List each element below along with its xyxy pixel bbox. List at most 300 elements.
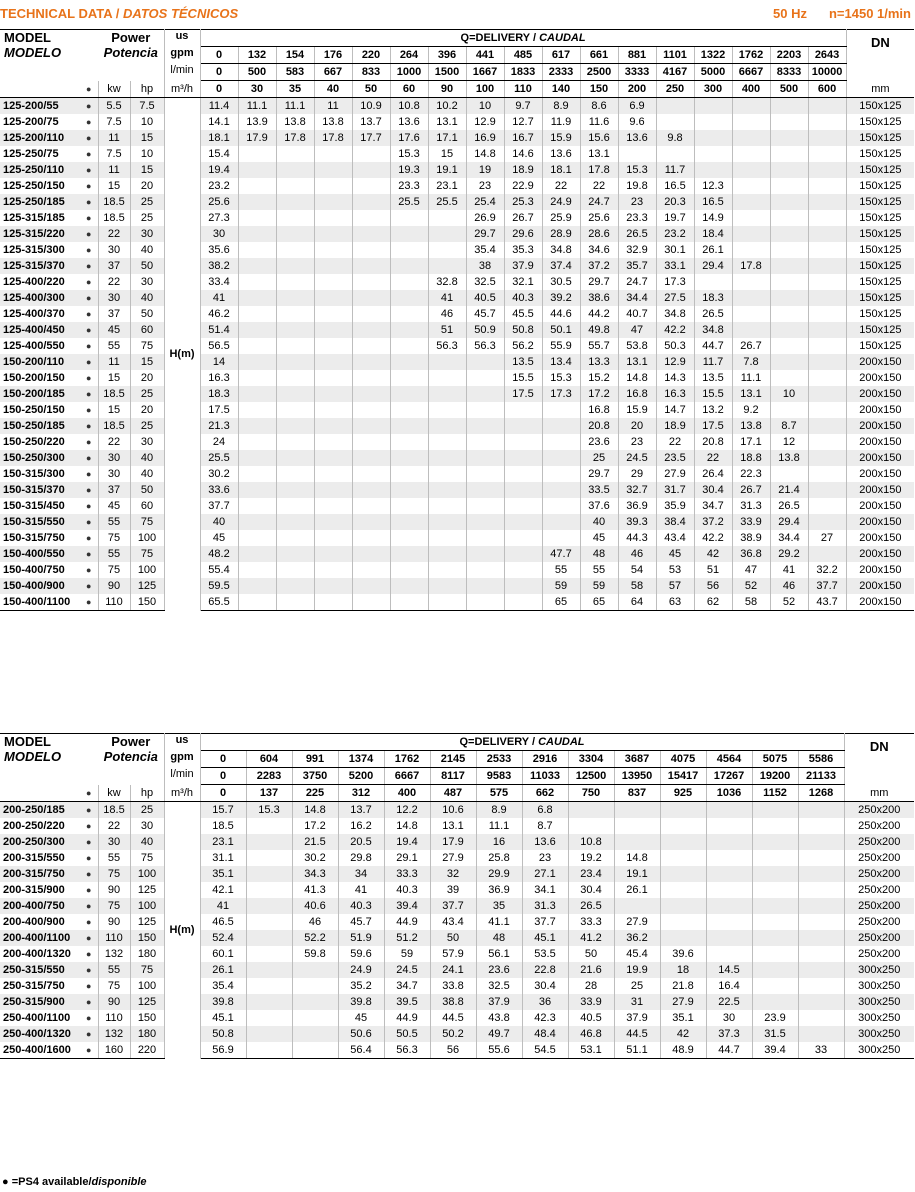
- model-name: 150-400/550: [0, 546, 80, 562]
- head-value: 40: [580, 514, 618, 530]
- head-value: [246, 1010, 292, 1026]
- head-value: 51.9: [338, 930, 384, 946]
- footnote: [2, 1176, 147, 1188]
- head-value: 50.2: [430, 1026, 476, 1042]
- head-value: [352, 514, 390, 530]
- head-value: [732, 114, 770, 130]
- head-value: 34.7: [694, 498, 732, 514]
- head-value: 14.8: [614, 850, 660, 866]
- hp-value: 15: [130, 162, 164, 178]
- head-value: [276, 354, 314, 370]
- head-value: 46.5: [200, 914, 246, 930]
- model-col-spacer: [0, 785, 80, 802]
- head-value: 47.7: [542, 546, 580, 562]
- model-name: 125-200/55: [0, 98, 80, 115]
- dot-header: ●: [80, 785, 98, 802]
- kw-value: 15: [98, 178, 130, 194]
- header-row-m3h: [0, 785, 914, 802]
- kw-value: 55: [98, 546, 130, 562]
- head-value: 51.1: [614, 1042, 660, 1059]
- head-value: 13.1: [580, 146, 618, 162]
- head-value: [770, 354, 808, 370]
- head-value: 37.9: [504, 258, 542, 274]
- head-value: [770, 146, 808, 162]
- table-row: [0, 482, 914, 498]
- head-value: 38.9: [732, 530, 770, 546]
- head-value: 52: [770, 594, 808, 611]
- head-value: [238, 594, 276, 611]
- kw-value: 110: [98, 594, 130, 611]
- ps4-dot: ●: [80, 882, 98, 898]
- dn-value: 200x150: [846, 418, 914, 434]
- head-value: 55.9: [542, 338, 580, 354]
- head-value: 34.4: [618, 290, 656, 306]
- ps4-dot: ●: [80, 866, 98, 882]
- kw-value: 7.5: [98, 146, 130, 162]
- gpm-value: 132: [238, 47, 276, 64]
- head-value: 44.9: [384, 1010, 430, 1026]
- head-value: [694, 98, 732, 115]
- head-value: 18.8: [732, 450, 770, 466]
- head-value: 52.4: [200, 930, 246, 946]
- m3h-value: 0: [200, 785, 246, 802]
- dn-value: 150x125: [859, 148, 902, 160]
- head-value: 18.9: [656, 418, 694, 434]
- kw-value: 18.5: [98, 386, 130, 402]
- head-value: 16.7: [504, 130, 542, 146]
- lmin-value: 15417: [660, 768, 706, 785]
- unit-m3h: m³/h: [164, 785, 200, 802]
- head-value: [770, 274, 808, 290]
- table-row: [0, 178, 914, 194]
- head-value: 41: [200, 898, 246, 914]
- head-value: 51.2: [384, 930, 430, 946]
- head-value: [752, 914, 798, 930]
- hp-value: 50: [130, 306, 164, 322]
- head-value: [292, 1026, 338, 1042]
- dn-value: 150x125: [846, 226, 914, 242]
- dn-value: 200x150: [859, 436, 902, 448]
- hp-value: 125: [130, 994, 164, 1010]
- ps4-dot: ●: [80, 194, 98, 210]
- head-value: 25.8: [476, 850, 522, 866]
- lmin-value: 500: [238, 64, 276, 81]
- kw-value: 55: [98, 962, 130, 978]
- head-value: 34.1: [522, 882, 568, 898]
- head-value: [390, 354, 428, 370]
- head-value: 17.5: [694, 418, 732, 434]
- head-value: [706, 882, 752, 898]
- head-value: [390, 594, 428, 611]
- head-value: [428, 370, 466, 386]
- head-value: [276, 226, 314, 242]
- hp-value: 20: [130, 402, 164, 418]
- model-name: 125-400/370: [3, 308, 65, 320]
- head-value: 39.8: [338, 994, 384, 1010]
- head-value: [314, 242, 352, 258]
- dn-value: 150x125: [859, 180, 902, 192]
- m3h-value: 487: [430, 785, 476, 802]
- table-row: [0, 914, 914, 930]
- head-value: 39.2: [542, 290, 580, 306]
- head-value: [808, 338, 846, 354]
- model-name: 125-250/150: [3, 180, 65, 192]
- table-row: [0, 98, 914, 115]
- m3h-value: 60: [390, 81, 428, 98]
- head-value: [238, 498, 276, 514]
- kw-value: 37: [98, 482, 130, 498]
- head-value: [770, 402, 808, 418]
- head-value: 50.5: [384, 1026, 430, 1042]
- head-value: 54: [618, 562, 656, 578]
- head-value: [706, 834, 752, 850]
- power-header: [98, 30, 164, 81]
- head-value: 18.9: [504, 162, 542, 178]
- lmin-value: 10000: [808, 64, 846, 81]
- m3h-value: 150: [580, 81, 618, 98]
- delivery-label: Q=DELIVERY: [459, 736, 529, 748]
- table-row: [0, 402, 914, 418]
- lmin-value: 1500: [428, 64, 466, 81]
- head-value: 29: [618, 466, 656, 482]
- head-value: 10: [466, 98, 504, 115]
- head-value: 53.5: [522, 946, 568, 962]
- title-es: DATOS TÉCNICOS: [123, 6, 239, 21]
- ps4-dot: ●: [80, 338, 98, 354]
- head-value: [238, 290, 276, 306]
- gpm-value: 1762: [732, 47, 770, 64]
- head-value: [246, 882, 292, 898]
- head-value: [466, 530, 504, 546]
- gpm-value: 661: [580, 47, 618, 64]
- head-value: [706, 930, 752, 946]
- head-value: 23.3: [390, 178, 428, 194]
- head-value: 26.7: [732, 338, 770, 354]
- head-value: [732, 306, 770, 322]
- head-value: [770, 338, 808, 354]
- head-value: [428, 530, 466, 546]
- m3h-value: 90: [428, 81, 466, 98]
- head-value: 27.9: [614, 914, 660, 930]
- head-value: 14.6: [504, 146, 542, 162]
- head-value: 16.2: [338, 818, 384, 834]
- head-value: 18.4: [694, 226, 732, 242]
- head-value: 27.3: [200, 210, 238, 226]
- head-value: 33.4: [200, 274, 238, 290]
- head-value: 33.9: [568, 994, 614, 1010]
- head-value: [314, 562, 352, 578]
- head-value: 19.3: [390, 162, 428, 178]
- head-value: 16: [476, 834, 522, 850]
- table-row: [0, 946, 914, 962]
- head-value: 40.5: [466, 290, 504, 306]
- head-value: [660, 866, 706, 882]
- model-name: 150-250/185: [0, 418, 80, 434]
- head-value: 6.8: [522, 802, 568, 819]
- model-name: 125-250/185: [0, 194, 80, 210]
- head-value: 26.5: [568, 898, 614, 914]
- head-value: 37.7: [808, 578, 846, 594]
- head-value: [752, 978, 798, 994]
- dn-value: 300x250: [844, 1042, 914, 1059]
- head-value: [808, 418, 846, 434]
- head-value: [706, 866, 752, 882]
- head-value: [238, 370, 276, 386]
- head-value: [276, 546, 314, 562]
- head-value: 56.9: [200, 1042, 246, 1059]
- kw-value: 18.5: [98, 210, 130, 226]
- head-value: [352, 210, 390, 226]
- head-value: 30.4: [522, 978, 568, 994]
- head-value: [808, 274, 846, 290]
- head-value: [314, 322, 352, 338]
- head-value: 38.6: [580, 290, 618, 306]
- head-value: 14.8: [466, 146, 504, 162]
- head-value: 23: [618, 434, 656, 450]
- head-value: 26.1: [694, 242, 732, 258]
- kw-value: 22: [98, 226, 130, 242]
- head-value: 12.9: [466, 114, 504, 130]
- hp-value: 40: [130, 290, 164, 306]
- head-value: [292, 978, 338, 994]
- kw-value: 90: [98, 994, 130, 1010]
- head-value: [352, 370, 390, 386]
- head-value: [238, 466, 276, 482]
- head-value: [276, 482, 314, 498]
- dn-value: 150x125: [859, 308, 902, 320]
- head-value: [770, 178, 808, 194]
- table-row: [0, 1042, 914, 1059]
- lmin-value: 3750: [292, 768, 338, 785]
- head-value: [238, 530, 276, 546]
- head-value: 56.3: [384, 1042, 430, 1059]
- head-value: 25.3: [504, 194, 542, 210]
- lmin-value: 0: [200, 64, 238, 81]
- footnote-dot: ●: [2, 1176, 9, 1188]
- head-value: 29.7: [466, 226, 504, 242]
- head-value: 10.6: [430, 802, 476, 819]
- head-value: 46: [292, 914, 338, 930]
- lmin-value: 6667: [732, 64, 770, 81]
- head-value: 39.4: [384, 898, 430, 914]
- head-value: 13.8: [732, 418, 770, 434]
- head-value: 11.7: [694, 354, 732, 370]
- head-value: [808, 402, 846, 418]
- dn-value: 150x125: [859, 116, 902, 128]
- gpm-value: 4075: [660, 751, 706, 768]
- head-value: [770, 98, 808, 115]
- unit-us: us: [164, 734, 200, 751]
- head-value: [808, 354, 846, 370]
- model-name: 250-400/1100: [3, 1012, 71, 1024]
- head-value: 39.4: [752, 1042, 798, 1059]
- delivery-label: Q=DELIVERY: [460, 32, 530, 44]
- head-value: [466, 466, 504, 482]
- head-value: 45.7: [466, 306, 504, 322]
- head-value: [732, 162, 770, 178]
- head-value: [660, 834, 706, 850]
- head-value: 19.8: [618, 178, 656, 194]
- head-value: [808, 514, 846, 530]
- table-row: [0, 898, 914, 914]
- head-value: [314, 194, 352, 210]
- hp-value: 40: [130, 834, 164, 850]
- head-value: 14.3: [656, 370, 694, 386]
- head-value: [314, 306, 352, 322]
- head-value: [732, 146, 770, 162]
- hp-value: 30: [130, 434, 164, 450]
- head-value: 17.5: [200, 402, 238, 418]
- head-value: 55.6: [476, 1042, 522, 1059]
- head-value: [390, 242, 428, 258]
- head-value: 25.6: [200, 194, 238, 210]
- dn-value: 200x150: [859, 532, 902, 544]
- head-value: 27.5: [656, 290, 694, 306]
- head-value: 38.4: [656, 514, 694, 530]
- dot-header: ●: [80, 81, 98, 98]
- table-row: [0, 290, 914, 306]
- head-value: [428, 418, 466, 434]
- kw-value: 55: [98, 514, 130, 530]
- gpm-value: 485: [504, 47, 542, 64]
- head-value: [352, 242, 390, 258]
- unit-gpm: gpm: [164, 47, 200, 64]
- head-value: 6.9: [618, 98, 656, 115]
- head-value: 38.8: [430, 994, 476, 1010]
- dn-value: 200x150: [846, 354, 914, 370]
- head-value: 27.1: [522, 866, 568, 882]
- kw-value: 30: [98, 290, 130, 306]
- model-name: 250-315/900: [0, 994, 80, 1010]
- head-value: [770, 370, 808, 386]
- head-value: [314, 402, 352, 418]
- head-value: [276, 466, 314, 482]
- head-value: [808, 162, 846, 178]
- head-value: [352, 434, 390, 450]
- head-value: 43.8: [476, 1010, 522, 1026]
- head-value: 29.2: [770, 546, 808, 562]
- header-row: [0, 734, 914, 751]
- head-value: [246, 978, 292, 994]
- head-value: 44.9: [384, 914, 430, 930]
- hp-value: 150: [130, 594, 164, 611]
- gpm-value: 1762: [384, 751, 430, 768]
- ps4-dot: ●: [80, 930, 98, 946]
- head-value: 12: [770, 434, 808, 450]
- kw-value: 22: [98, 434, 130, 450]
- dn-value: 250x200: [858, 820, 901, 832]
- head-value: 19.1: [614, 866, 660, 882]
- head-value: 30.2: [292, 850, 338, 866]
- model-name: 200-315/900: [3, 884, 65, 896]
- hp-value: 150: [130, 1010, 164, 1026]
- head-value: [314, 226, 352, 242]
- head-value: 10: [770, 386, 808, 402]
- head-value: 51: [694, 562, 732, 578]
- kw-value: 132: [98, 946, 130, 962]
- head-value: 15: [428, 146, 466, 162]
- head-value: [542, 514, 580, 530]
- head-value: 13.5: [504, 354, 542, 370]
- hp-value: 30: [130, 226, 164, 242]
- head-value: 32.1: [504, 274, 542, 290]
- dn-value: 200x150: [859, 564, 902, 576]
- head-value: 13.8: [314, 114, 352, 130]
- head-value: [352, 178, 390, 194]
- head-value: 35.6: [200, 242, 238, 258]
- hp-header: hp: [130, 81, 164, 98]
- head-value: 11.4: [200, 98, 238, 115]
- head-value: [352, 338, 390, 354]
- head-value: 19: [466, 162, 504, 178]
- hp-value: 220: [130, 1042, 164, 1059]
- table-row: [0, 466, 914, 482]
- head-value: 23.5: [656, 450, 694, 466]
- head-value: 41.3: [292, 882, 338, 898]
- kw-value: 55: [98, 850, 130, 866]
- head-value: 14.8: [618, 370, 656, 386]
- head-value: 13.3: [580, 354, 618, 370]
- head-value: 35.4: [466, 242, 504, 258]
- head-value: 45: [200, 530, 238, 546]
- lmin-value: 13950: [614, 768, 660, 785]
- kw-value: 7.5: [98, 114, 130, 130]
- table-row: [0, 962, 914, 978]
- head-value: 19.2: [568, 850, 614, 866]
- head-value: 10.9: [352, 98, 390, 115]
- head-value: [292, 1010, 338, 1026]
- head-value: [314, 210, 352, 226]
- head-value: [390, 322, 428, 338]
- head-value: [660, 882, 706, 898]
- m3h-value: 35: [276, 81, 314, 98]
- dn-value: 250x200: [844, 802, 914, 819]
- power-label-es: Potencia: [103, 45, 158, 60]
- m3h-value: 400: [732, 81, 770, 98]
- gpm-value: 3304: [568, 751, 614, 768]
- model-name: 125-400/550: [3, 340, 65, 352]
- head-value: [390, 498, 428, 514]
- head-value: [466, 450, 504, 466]
- ps4-dot: ●: [80, 546, 98, 562]
- footnote-text: =PS4 available/: [11, 1176, 92, 1188]
- head-value: 41.2: [568, 930, 614, 946]
- dn-value: 150x125: [846, 98, 914, 115]
- model-label-es: MODELO: [4, 749, 62, 764]
- head-value: 21.8: [660, 978, 706, 994]
- head-value: 57.9: [430, 946, 476, 962]
- head-value: [314, 162, 352, 178]
- head-value: [276, 322, 314, 338]
- head-value: 33: [798, 1042, 844, 1059]
- head-value: 30.2: [200, 466, 238, 482]
- kw-value: 132: [98, 1026, 130, 1042]
- head-value: 12.2: [384, 802, 430, 819]
- hp-value: 100: [130, 898, 164, 914]
- model-name: 125-400/450: [0, 322, 80, 338]
- head-value: 20.3: [656, 194, 694, 210]
- head-value: 24: [200, 434, 238, 450]
- head-value: 64: [618, 594, 656, 611]
- head-value: [314, 418, 352, 434]
- head-value: [428, 546, 466, 562]
- head-value: 17.9: [430, 834, 476, 850]
- head-value: [808, 130, 846, 146]
- head-value: [504, 562, 542, 578]
- head-value: [238, 178, 276, 194]
- head-value: 9.8: [656, 130, 694, 146]
- head-value: [246, 946, 292, 962]
